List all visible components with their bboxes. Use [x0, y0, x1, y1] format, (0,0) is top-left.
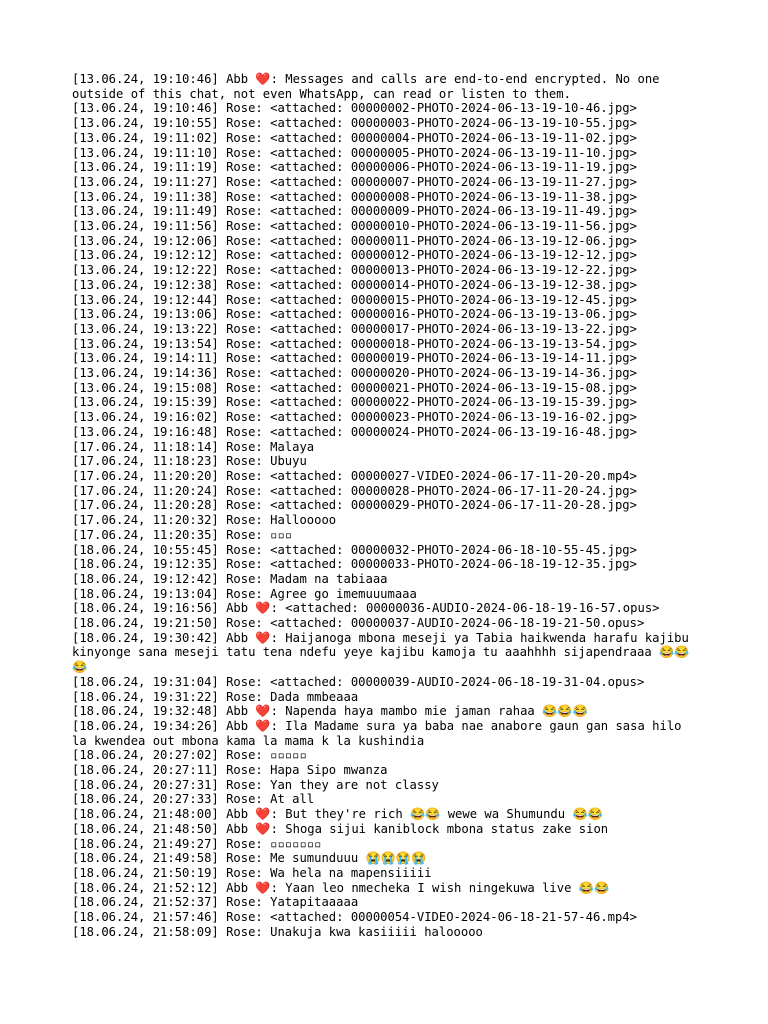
transcript-line: [18.06.24, 19:12:42] Rose: Madam na tabiaaa — [72, 571, 388, 586]
transcript-line: [13.06.24, 19:13:54] Rose: <attached: 00000018-PHOTO-2024-06-13-19-13-54.jpg> — [72, 336, 637, 351]
transcript-line: [18.06.24, 21:57:46] Rose: <attached: 00000054-VIDEO-2024-06-18-21-57-46.mp4> — [72, 910, 637, 925]
transcript-line: [13.06.24, 19:16:48] Rose: <attached: 00000024-PHOTO-2024-06-13-19-16-48.jpg> — [72, 424, 637, 439]
transcript-line: [13.06.24, 19:15:39] Rose: <attached: 00000022-PHOTO-2024-06-13-19-15-39.jpg> — [72, 395, 637, 410]
transcript-line: [13.06.24, 19:10:55] Rose: <attached: 00000003-PHOTO-2024-06-13-19-10-55.jpg> — [72, 116, 637, 131]
transcript-line: [18.06.24, 21:49:58] Rose: Me sumunduuu 😭😭😭😭 — [72, 851, 427, 866]
transcript-line: [18.06.24, 21:52:12] Abb ❤️: Yaan leo nmecheka I wish ningekuwa live 😂😂 — [72, 880, 610, 895]
transcript-line: [13.06.24, 19:12:22] Rose: <attached: 00000013-PHOTO-2024-06-13-19-12-22.jpg> — [72, 263, 637, 278]
transcript-line: [18.06.24, 10:55:45] Rose: <attached: 00000032-PHOTO-2024-06-18-10-55-45.jpg> — [72, 542, 637, 557]
transcript-line: [18.06.24, 19:30:42] Abb ❤️: Haijanoga mbona meseji ya Tabia haikwenda harafu kajibu kinyonge sana meseji tatu tena ndefu yeye kajibu kamoja tu aaahhhh sijapendraaa 😂😂😂 — [72, 630, 697, 675]
transcript-line: [13.06.24, 19:12:38] Rose: <attached: 00000014-PHOTO-2024-06-13-19-12-38.jpg> — [72, 277, 637, 292]
transcript-line: [13.06.24, 19:13:06] Rose: <attached: 00000016-PHOTO-2024-06-13-19-13-06.jpg> — [72, 307, 637, 322]
transcript-line: [18.06.24, 20:27:31] Rose: Yan they are not classy — [72, 777, 439, 792]
transcript-line: [13.06.24, 19:10:46] Abb ❤️: Messages and calls are end-to-end encrypted. No one outside of this chat, not even WhatsApp, can read or listen to them. — [72, 72, 667, 101]
transcript-line: [18.06.24, 19:32:48] Abb ❤️: Napenda haya mambo mie jaman rahaa 😂😂😂 — [72, 704, 588, 719]
transcript-line: [18.06.24, 19:12:35] Rose: <attached: 00000033-PHOTO-2024-06-18-19-12-35.jpg> — [72, 557, 637, 572]
transcript-line: [18.06.24, 19:21:50] Rose: <attached: 00000037-AUDIO-2024-06-18-19-21-50.opus> — [72, 616, 645, 631]
transcript-line: [18.06.24, 20:27:11] Rose: Hapa Sipo mwanza — [72, 763, 388, 778]
transcript-line: [13.06.24, 19:10:46] Rose: <attached: 00000002-PHOTO-2024-06-13-19-10-46.jpg> — [72, 101, 637, 116]
transcript-line: [13.06.24, 19:13:22] Rose: <attached: 00000017-PHOTO-2024-06-13-19-13-22.jpg> — [72, 321, 637, 336]
transcript-line: [17.06.24, 11:20:32] Rose: Hallooooo — [72, 513, 337, 528]
transcript-line: [13.06.24, 19:12:06] Rose: <attached: 00000011-PHOTO-2024-06-13-19-12-06.jpg> — [72, 233, 637, 248]
transcript-line: [13.06.24, 19:12:44] Rose: <attached: 00000015-PHOTO-2024-06-13-19-12-45.jpg> — [72, 292, 637, 307]
transcript-line: [18.06.24, 21:48:00] Abb ❤️: But they're rich 😂😂 wewe wa Shumundu 😂😂 — [72, 807, 603, 822]
transcript-line: [13.06.24, 19:11:19] Rose: <attached: 00000006-PHOTO-2024-06-13-19-11-19.jpg> — [72, 160, 637, 175]
transcript-line: [18.06.24, 20:27:33] Rose: At all — [72, 792, 315, 807]
transcript-line: [18.06.24, 21:49:27] Rose: ▫▫▫▫▫▫▫ — [72, 836, 322, 851]
transcript-line: [13.06.24, 19:11:10] Rose: <attached: 00000005-PHOTO-2024-06-13-19-11-10.jpg> — [72, 145, 637, 160]
transcript-line: [13.06.24, 19:14:36] Rose: <attached: 00000020-PHOTO-2024-06-13-19-14-36.jpg> — [72, 366, 637, 381]
transcript-line: [18.06.24, 19:13:04] Rose: Agree go imemuuumaaa — [72, 586, 417, 601]
transcript-line: [13.06.24, 19:11:38] Rose: <attached: 00000008-PHOTO-2024-06-13-19-11-38.jpg> — [72, 189, 637, 204]
transcript-line: [17.06.24, 11:20:20] Rose: <attached: 00000027-VIDEO-2024-06-17-11-20-20.mp4> — [72, 468, 637, 483]
transcript-line: [18.06.24, 19:31:04] Rose: <attached: 00000039-AUDIO-2024-06-18-19-31-04.opus> — [72, 674, 645, 689]
transcript-line: [17.06.24, 11:20:28] Rose: <attached: 00000029-PHOTO-2024-06-17-11-20-28.jpg> — [72, 498, 637, 513]
transcript-line: [13.06.24, 19:11:02] Rose: <attached: 00000004-PHOTO-2024-06-13-19-11-02.jpg> — [72, 130, 637, 145]
transcript-line: [13.06.24, 19:16:02] Rose: <attached: 00000023-PHOTO-2024-06-13-19-16-02.jpg> — [72, 410, 637, 425]
transcript-line: [18.06.24, 20:27:02] Rose: ▫▫▫▫▫ — [72, 748, 307, 763]
transcript-line: [17.06.24, 11:20:35] Rose: ▫▫▫ — [72, 527, 293, 542]
transcript-line: [18.06.24, 21:50:19] Rose: Wa hela na mapensiiiii — [72, 865, 432, 880]
transcript-line: [13.06.24, 19:11:49] Rose: <attached: 00000009-PHOTO-2024-06-13-19-11-49.jpg> — [72, 204, 637, 219]
transcript-line: [18.06.24, 21:52:37] Rose: Yatapitaaaaa — [72, 895, 359, 910]
transcript-line: [17.06.24, 11:18:23] Rose: Ubuyu — [72, 454, 307, 469]
transcript-line: [18.06.24, 19:34:26] Abb ❤️: Ila Madame sura ya baba nae anabore gaun gan sasa hilo la kwendea out mbona kama la mama k la kushindia — [72, 718, 689, 748]
transcript-line: [13.06.24, 19:12:12] Rose: <attached: 00000012-PHOTO-2024-06-13-19-12-12.jpg> — [72, 248, 637, 263]
transcript-line: [18.06.24, 19:31:22] Rose: Dada mmbeaaa — [72, 689, 359, 704]
transcript-line: [13.06.24, 19:11:27] Rose: <attached: 00000007-PHOTO-2024-06-13-19-11-27.jpg> — [72, 174, 637, 189]
chat-transcript — [72, 72, 702, 939]
transcript-line: [17.06.24, 11:20:24] Rose: <attached: 00000028-PHOTO-2024-06-17-11-20-24.jpg> — [72, 483, 637, 498]
transcript-line: [17.06.24, 11:18:14] Rose: Malaya — [72, 439, 315, 454]
transcript-line: [18.06.24, 21:48:50] Abb ❤️: Shoga sijui kaniblock mbona status zake sion — [72, 821, 609, 836]
transcript-line: [18.06.24, 19:16:56] Abb ❤️: <attached: 00000036-AUDIO-2024-06-18-19-16-57.opus> — [72, 601, 660, 616]
transcript-line: [18.06.24, 21:58:09] Rose: Unakuja kwa kasiiiii halooooo — [72, 924, 483, 939]
transcript-line: [13.06.24, 19:14:11] Rose: <attached: 00000019-PHOTO-2024-06-13-19-14-11.jpg> — [72, 351, 637, 366]
transcript-line: [13.06.24, 19:11:56] Rose: <attached: 00000010-PHOTO-2024-06-13-19-11-56.jpg> — [72, 219, 637, 234]
transcript-line: [13.06.24, 19:15:08] Rose: <attached: 00000021-PHOTO-2024-06-13-19-15-08.jpg> — [72, 380, 637, 395]
